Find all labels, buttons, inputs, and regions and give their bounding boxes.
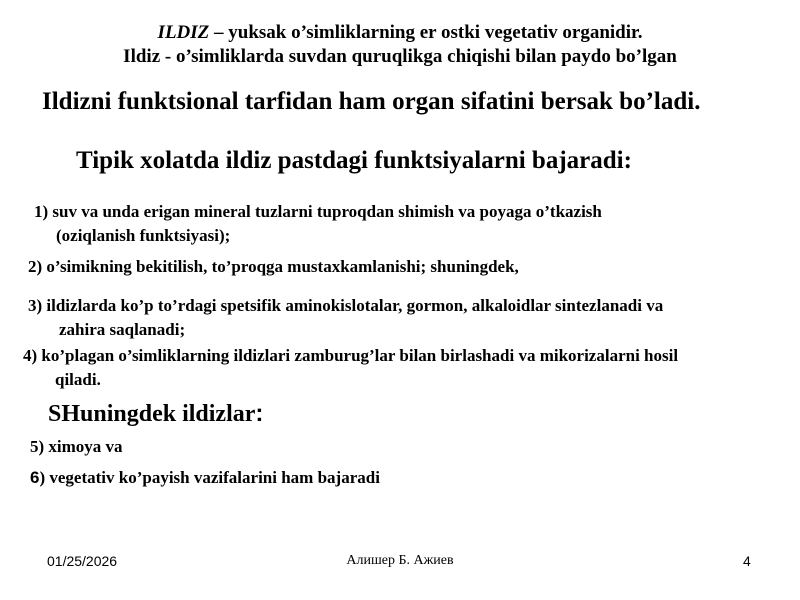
heading-also-roots-colon: : bbox=[255, 400, 264, 427]
list-item-4 bbox=[23, 344, 678, 392]
list-item-4-line-1: 4) ko’plagan o’simliklarning ildizlari zamburug’lar bilan birlashadi va mikorizalarni hosil bbox=[23, 346, 679, 365]
list-item-2-line-1: 2) o’simikning bekitilish, to’proqga mustaxkamlanishi; shuningdek, bbox=[28, 257, 519, 276]
intro-line-2: Ildiz - o’simliklarda suvdan quruqlikga chiqishi bilan paydo bo’lgan bbox=[123, 46, 677, 67]
list-item-3 bbox=[28, 294, 663, 342]
list-item-2 bbox=[28, 255, 519, 279]
heading-functional: Ildizni funktsional tarfidan ham organ sifatini bersak bo’ladi. bbox=[42, 88, 701, 115]
list-item-3-line-1: 3) ildizlarda ko’p to’rdagi spetsifik aminokislotalar, gormon, alkaloidlar sintezlanadi va bbox=[28, 296, 664, 315]
heading-typical-functions: Tipik xolatda ildiz pastdagi funktsiyalarni bajaradi: bbox=[76, 147, 632, 174]
list-item-6 bbox=[30, 468, 380, 488]
intro-term: ILDIZ bbox=[157, 22, 210, 43]
heading-also-roots-text: SHuningdek ildizlar bbox=[48, 401, 256, 427]
list-item-5: 5) ximoya va bbox=[30, 437, 123, 456]
list-item-1-line-2: (oziqlanish funktsiyasi); bbox=[56, 226, 231, 245]
footer-page-number: 4 bbox=[743, 553, 751, 569]
footer-author: Алишер Б. Ажиев bbox=[346, 553, 454, 568]
list-item-6-text: ) vegetativ ko’payish vazifalarini ham bajaradi bbox=[39, 468, 380, 487]
heading-also-roots bbox=[48, 400, 263, 428]
intro-line-1-text: – yuksak o’simliklarning er ostki vegetativ organidir. bbox=[209, 22, 643, 43]
list-item-3-line-2: zahira saqlanadi; bbox=[59, 320, 186, 339]
list-item-4-line-2: qiladi. bbox=[55, 370, 101, 389]
intro-line-1 bbox=[0, 21, 800, 45]
footer-date: 01/25/2026 bbox=[47, 553, 118, 569]
list-item-1 bbox=[34, 200, 602, 248]
list-item-1-line-1: 1) suv va unda erigan mineral tuzlarni tuproqdan shimish va poyaga o’tkazish bbox=[34, 202, 602, 221]
list-item-6-number: 6 bbox=[30, 468, 40, 487]
